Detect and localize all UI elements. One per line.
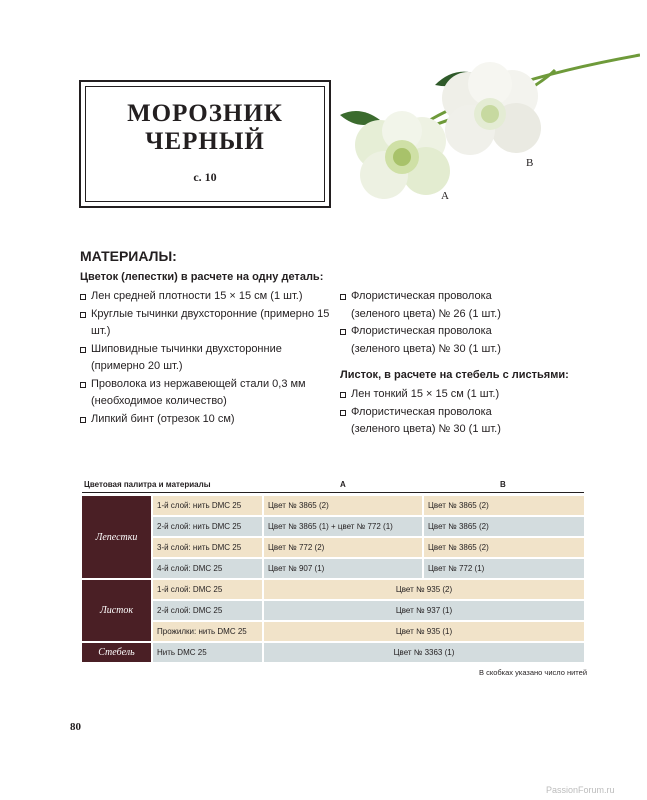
list-item: Лен тонкий 15 × 15 см (1 шт.) xyxy=(340,386,600,404)
cell-b: Цвет № 3865 (2) xyxy=(424,538,584,557)
row-label: 4-й слой: DMC 25 xyxy=(153,559,262,578)
list-item: Круглые тычинки двухсторонние (примерно 15 шт.) xyxy=(80,306,340,341)
wire-materials-list xyxy=(340,288,600,358)
cell-a: Цвет № 3865 (1) + цвет № 772 (1) xyxy=(264,517,422,536)
list-item: Липкий бинт (отрезок 10 см) xyxy=(80,411,340,429)
table-header-col-a: A xyxy=(340,480,346,489)
cell-ab: Цвет № 935 (1) xyxy=(264,622,584,641)
list-item: Проволока из нержавеющей стали 0,3 мм (необходимое количество) xyxy=(80,376,340,411)
table-header-label: Цветовая палитра и материалы xyxy=(84,480,211,489)
row-label: 1-й слой: нить DMC 25 xyxy=(153,496,262,515)
flower-subtitle: Цветок (лепестки) в расчете на одну деталь: xyxy=(80,271,324,283)
cell-a: Цвет № 907 (1) xyxy=(264,559,422,578)
cell-ab: Цвет № 935 (2) xyxy=(264,580,584,599)
row-label: 2-й слой: нить DMC 25 xyxy=(153,517,262,536)
row-label: 3-й слой: нить DMC 25 xyxy=(153,538,262,557)
cell-b: Цвет № 772 (1) xyxy=(424,559,584,578)
list-item: Флористическая проволока (зеленого цвета) № 30 (1 шт.) xyxy=(340,323,600,358)
leaf-materials-list xyxy=(340,386,600,439)
cell-a: Цвет № 772 (2) xyxy=(264,538,422,557)
group-stem: Стебель xyxy=(82,643,151,662)
group-leaf: Листок xyxy=(82,580,151,641)
page-number: 80 xyxy=(70,721,81,733)
page-title: МОРОЗНИК ЧЕРНЫЙ xyxy=(127,100,283,155)
title-box xyxy=(79,80,331,208)
figure-label-b: B xyxy=(526,157,534,169)
materials-title: МАТЕРИАЛЫ: xyxy=(80,248,177,264)
row-label: 1-й слой: DMC 25 xyxy=(153,580,262,599)
cell-ab: Цвет № 3363 (1) xyxy=(264,643,584,662)
watermark: PassionForum.ru xyxy=(546,785,615,795)
cell-ab: Цвет № 937 (1) xyxy=(264,601,584,620)
row-label: Нить DMC 25 xyxy=(153,643,262,662)
figure-label-a: A xyxy=(441,190,449,202)
list-item: Флористическая проволока (зеленого цвета) № 30 (1 шт.) xyxy=(340,404,600,439)
flower-a xyxy=(355,111,450,199)
row-label: 2-й слой: DMC 25 xyxy=(153,601,262,620)
table-header-rule xyxy=(82,492,584,493)
leaf-subtitle: Листок, в расчете на стебель с листьями: xyxy=(340,369,569,381)
cell-b: Цвет № 3865 (2) xyxy=(424,517,584,536)
group-petals: Лепестки xyxy=(82,496,151,578)
cell-a: Цвет № 3865 (2) xyxy=(264,496,422,515)
row-label: Прожилки: нить DMC 25 xyxy=(153,622,262,641)
flower-illustration xyxy=(340,50,640,210)
list-item: Флористическая проволока (зеленого цвета) № 26 (1 шт.) xyxy=(340,288,600,323)
flower-b xyxy=(442,62,541,155)
list-item: Лен средней плотности 15 × 15 см (1 шт.) xyxy=(80,288,340,306)
list-item: Шиповидные тычинки двухсторонние (примерно 20 шт.) xyxy=(80,341,340,376)
page-reference: с. 10 xyxy=(193,170,217,184)
table-note: В скобках указано число нитей xyxy=(479,668,588,677)
flower-materials-list xyxy=(80,288,340,428)
table-header-col-b: B xyxy=(500,480,506,489)
cell-b: Цвет № 3865 (2) xyxy=(424,496,584,515)
